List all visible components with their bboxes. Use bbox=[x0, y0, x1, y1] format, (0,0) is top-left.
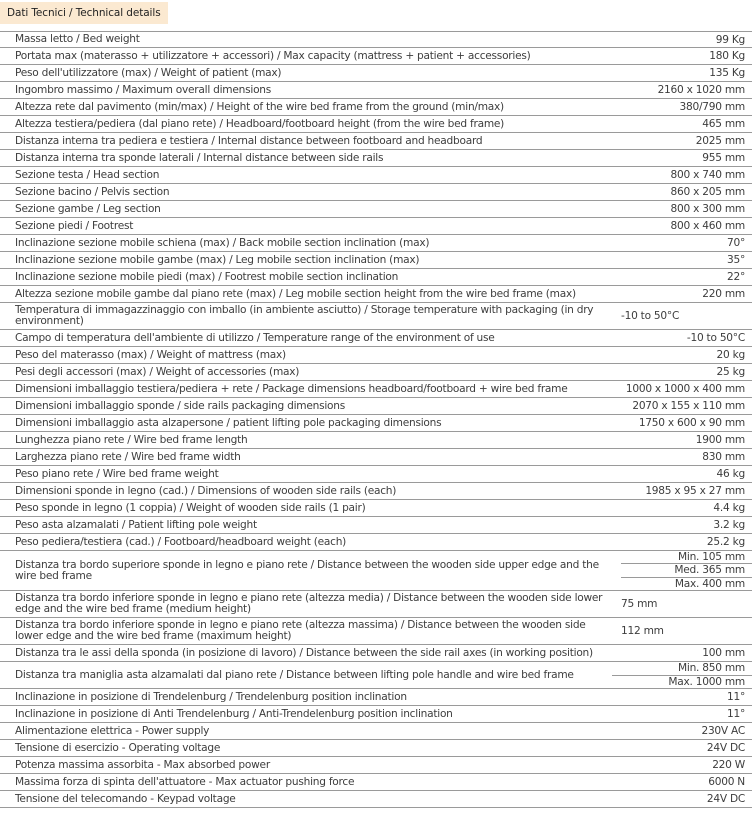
table-row bbox=[0, 415, 752, 432]
spec-value: 24V DC bbox=[706, 742, 745, 754]
table-row bbox=[0, 723, 752, 740]
spec-label: Dimensioni sponde in legno (cad.) / Dimensions of wooden side rails (each) bbox=[15, 484, 397, 497]
table-row bbox=[0, 618, 752, 645]
spec-label: Dimensioni imballaggio testiera/pediera + rete / Package dimensions headboard/footboard + wire bed frame bbox=[15, 382, 568, 395]
spec-value: 46 kg bbox=[716, 468, 745, 480]
spec-label: Peso pediera/testiera (cad.) / Footboard/headboard weight (each) bbox=[15, 535, 347, 548]
spec-label: Distanza tra bordo inferiore sponde in legno e piano rete (altezza media) / Distance between the wooden side lower edge and the wire bed frame (medium height) bbox=[15, 592, 603, 615]
technical-table bbox=[0, 31, 752, 808]
spec-label: Peso dell'utilizzatore (max) / Weight of patient (max) bbox=[15, 66, 282, 79]
table-row bbox=[0, 466, 752, 483]
spec-label: Peso del materasso (max) / Weight of mattress (max) bbox=[15, 348, 286, 361]
table-row bbox=[0, 662, 752, 689]
spec-label: Larghezza piano rete / Wire bed frame width bbox=[15, 450, 241, 463]
table-row bbox=[0, 82, 752, 99]
spec-value: 220 W bbox=[712, 759, 745, 771]
spec-value: 11° bbox=[726, 691, 745, 703]
spec-value: 6000 N bbox=[708, 776, 745, 788]
table-row bbox=[0, 286, 752, 303]
table-row bbox=[0, 551, 752, 591]
spec-value: 70° bbox=[726, 237, 745, 249]
spec-value: 1985 x 95 x 27 mm bbox=[645, 485, 745, 497]
table-row bbox=[0, 774, 752, 791]
table-row bbox=[0, 757, 752, 774]
table-row bbox=[0, 133, 752, 150]
table-row bbox=[0, 364, 752, 381]
spec-value: 24V DC bbox=[706, 793, 745, 805]
spec-label: Pesi degli accessori (max) / Weight of accessories (max) bbox=[15, 365, 300, 378]
table-row bbox=[0, 65, 752, 82]
table-row bbox=[0, 48, 752, 65]
spec-value: 35° bbox=[726, 254, 745, 266]
spec-label: Massima forza di spinta dell'attuatore - Max actuator pushing force bbox=[15, 775, 355, 788]
table-row bbox=[0, 645, 752, 662]
spec-value: Max. 400 mm bbox=[621, 577, 752, 590]
table-row bbox=[0, 303, 752, 330]
spec-label: Portata max (materasso + utilizzatore + accessori) / Max capacity (mattress + patient + accessories) bbox=[15, 49, 531, 62]
table-row bbox=[0, 517, 752, 534]
spec-label: Altezza rete dal pavimento (min/max) / Height of the wire bed frame from the ground (min/max) bbox=[15, 100, 504, 113]
table-row bbox=[0, 689, 752, 706]
spec-value: Min. 105 mm bbox=[677, 551, 745, 564]
spec-value: 830 mm bbox=[702, 451, 745, 463]
spec-value: 100 mm bbox=[702, 647, 745, 659]
table-row bbox=[0, 398, 752, 415]
spec-label: Tensione del telecomando - Keypad voltage bbox=[15, 792, 236, 805]
spec-value: 2070 x 155 x 110 mm bbox=[632, 400, 745, 412]
spec-value: 380/790 mm bbox=[679, 101, 745, 113]
spec-value: 112 mm bbox=[621, 625, 664, 637]
spec-value: 3.2 kg bbox=[713, 519, 745, 531]
table-row bbox=[0, 449, 752, 466]
table-row bbox=[0, 150, 752, 167]
spec-label: Distanza tra le assi della sponda (in posizione di lavoro) / Distance between the side rail axes (in working position) bbox=[15, 646, 593, 659]
spec-value: 230V AC bbox=[701, 725, 745, 737]
table-row bbox=[0, 791, 752, 808]
spec-value: 220 mm bbox=[702, 288, 745, 300]
spec-value: Max. 1000 mm bbox=[612, 675, 752, 689]
table-row bbox=[0, 201, 752, 218]
table-row bbox=[0, 534, 752, 551]
spec-value: 860 x 205 mm bbox=[670, 186, 745, 198]
spec-value: 2025 mm bbox=[695, 135, 745, 147]
spec-label: Sezione gambe / Leg section bbox=[15, 202, 161, 215]
spec-value: 4.4 kg bbox=[713, 502, 745, 514]
spec-value: Med. 365 mm bbox=[621, 563, 752, 576]
table-row bbox=[0, 706, 752, 723]
spec-label: Distanza tra bordo superiore sponde in legno e piano rete / Distance between the wooden side upper edge and the wire bed frame bbox=[15, 558, 599, 582]
spec-label: Altezza sezione mobile gambe dal piano rete (max) / Leg mobile section height from the wire bed frame (max) bbox=[15, 287, 576, 300]
table-row bbox=[0, 381, 752, 398]
spec-value: 135 Kg bbox=[709, 67, 745, 79]
spec-label: Sezione piedi / Footrest bbox=[15, 219, 134, 232]
spec-label: Peso sponde in legno (1 coppia) / Weight of wooden side rails (1 pair) bbox=[15, 501, 366, 514]
spec-label: Inclinazione in posizione di Anti Trendelenburg / Anti-Trendelenburg position inclination bbox=[15, 707, 453, 720]
spec-value-group bbox=[621, 551, 752, 590]
spec-label: Temperatura di immagazzinaggio con imballo (in ambiente asciutto) / Storage temperature with packaging (in dry environment) bbox=[15, 304, 594, 327]
spec-value: -10 to 50°C bbox=[621, 310, 680, 322]
spec-label: Inclinazione sezione mobile piedi (max) / Footrest mobile section inclination bbox=[15, 270, 399, 283]
table-row bbox=[0, 432, 752, 449]
spec-label: Distanza tra maniglia asta alzamalati dal piano rete / Distance between lifting pole handle and wire bed frame bbox=[15, 668, 574, 681]
spec-label: Alimentazione elettrica - Power supply bbox=[15, 724, 210, 737]
spec-value: 955 mm bbox=[702, 152, 745, 164]
spec-value: 25 kg bbox=[716, 366, 745, 378]
table-row bbox=[0, 184, 752, 201]
spec-label: Sezione testa / Head section bbox=[15, 168, 160, 181]
spec-value: -10 to 50°C bbox=[686, 332, 745, 344]
table-row bbox=[0, 330, 752, 347]
table-row bbox=[0, 235, 752, 252]
spec-value: 25.2 kg bbox=[706, 536, 745, 548]
spec-label: Dimensioni imballaggio asta alzapersone / patient lifting pole packaging dimensions bbox=[15, 416, 442, 429]
spec-value: 180 Kg bbox=[709, 50, 745, 62]
spec-label: Campo di temperatura dell'ambiente di utilizzo / Temperature range of the environment of use bbox=[15, 331, 495, 344]
spec-value: 99 Kg bbox=[715, 33, 745, 46]
spec-value: 800 x 740 mm bbox=[670, 169, 745, 181]
table-row bbox=[0, 252, 752, 269]
table-row bbox=[0, 269, 752, 286]
spec-value: 11° bbox=[726, 708, 745, 720]
table-row bbox=[0, 483, 752, 500]
spec-value: 2160 x 1020 mm bbox=[657, 84, 745, 96]
spec-label: Sezione bacino / Pelvis section bbox=[15, 185, 170, 198]
spec-label: Inclinazione sezione mobile gambe (max) / Leg mobile section inclination (max) bbox=[15, 253, 420, 266]
spec-label: Dimensioni imballaggio sponde / side rails packaging dimensions bbox=[15, 399, 346, 412]
spec-label: Peso asta alzamalati / Patient lifting pole weight bbox=[15, 518, 257, 531]
table-row bbox=[0, 591, 752, 618]
table-row bbox=[0, 167, 752, 184]
spec-value: 20 kg bbox=[716, 349, 745, 361]
spec-value: 800 x 460 mm bbox=[670, 220, 745, 232]
spec-value: 1750 x 600 x 90 mm bbox=[638, 417, 745, 429]
spec-value: 22° bbox=[726, 271, 745, 283]
spec-label: Potenza massima assorbita - Max absorbed power bbox=[15, 758, 270, 771]
spec-label: Inclinazione sezione mobile schiena (max) / Back mobile section inclination (max) bbox=[15, 236, 430, 249]
spec-label: Distanza interna tra sponde laterali / Internal distance between side rails bbox=[15, 151, 384, 164]
spec-label: Inclinazione in posizione di Trendelenburg / Trendelenburg position inclination bbox=[15, 690, 407, 703]
spec-value-group bbox=[612, 662, 752, 688]
spec-value: 465 mm bbox=[702, 118, 745, 130]
table-row bbox=[0, 347, 752, 364]
section-title: Dati Tecnici / Technical details bbox=[0, 2, 168, 24]
table-row bbox=[0, 500, 752, 517]
spec-label: Distanza interna tra pediera e testiera / Internal distance between footboard and headboard bbox=[15, 134, 483, 147]
table-row bbox=[0, 99, 752, 116]
spec-label: Lunghezza piano rete / Wire bed frame length bbox=[15, 433, 248, 446]
spec-label: Ingombro massimo / Maximum overall dimensions bbox=[15, 83, 272, 96]
table-row bbox=[0, 218, 752, 235]
spec-label: Tensione di esercizio - Operating voltage bbox=[15, 741, 221, 754]
spec-label: Massa letto / Bed weight bbox=[15, 33, 140, 45]
spec-label: Altezza testiera/pediera (dal piano rete) / Headboard/footboard height (from the wire bed frame) bbox=[15, 117, 505, 130]
spec-value: 1000 x 1000 x 400 mm bbox=[625, 383, 745, 395]
spec-value: 1900 mm bbox=[695, 434, 745, 446]
spec-label: Distanza tra bordo inferiore sponde in legno e piano rete (altezza massima) / Distance between the wooden side lower edge and the wire bed frame (maximum height) bbox=[15, 619, 586, 642]
table-row bbox=[0, 116, 752, 133]
spec-label: Peso piano rete / Wire bed frame weight bbox=[15, 467, 219, 480]
spec-value: Min. 850 mm bbox=[677, 662, 745, 675]
spec-value: 75 mm bbox=[621, 598, 658, 610]
table-row bbox=[0, 31, 752, 48]
spec-value: 800 x 300 mm bbox=[670, 203, 745, 215]
table-row bbox=[0, 740, 752, 757]
